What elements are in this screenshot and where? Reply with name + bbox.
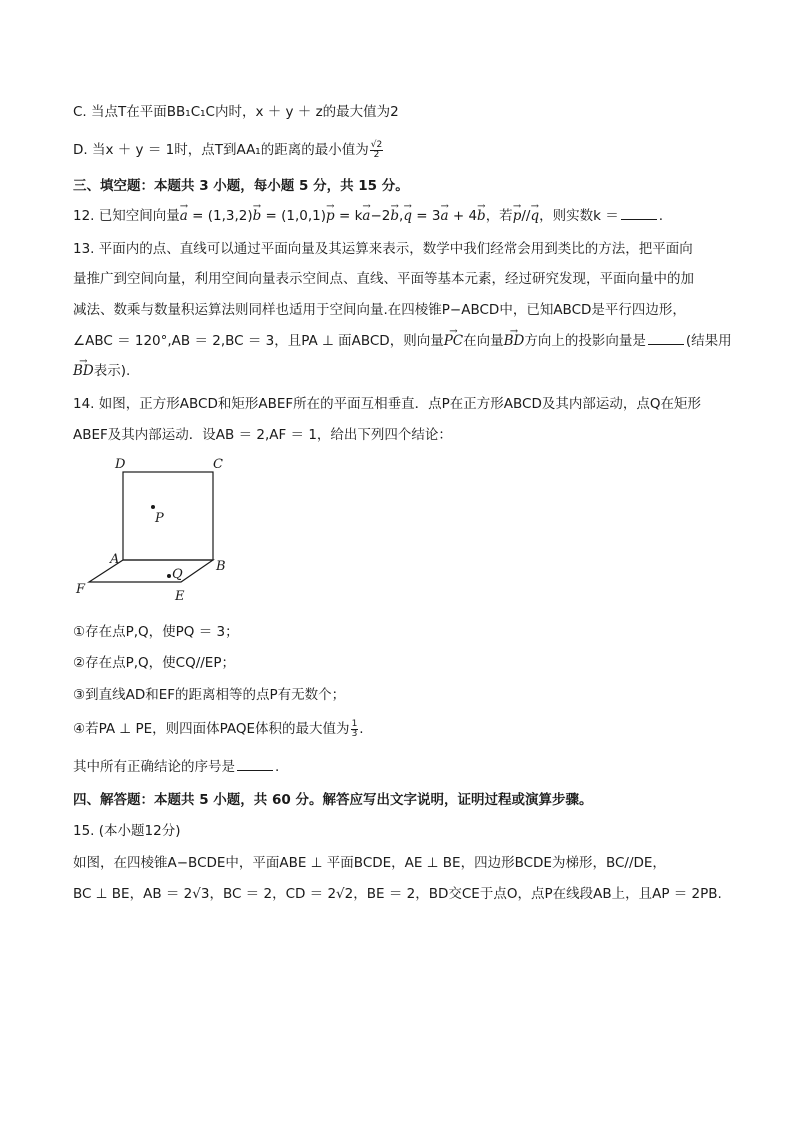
option-d [73,140,384,160]
answer-blank[interactable] [237,770,273,771]
label-a: A [110,552,120,567]
conclusion-2: ②存在点P,Q，使CQ//EP； [73,655,235,671]
question-13-line-5: → BD表示). [73,361,130,381]
option-d-text: D. 当x ＋ y ＝ 1时，点T到AA₁的距离的最小值为 [73,142,369,158]
conclusion-1: ①存在点P,Q，使PQ ＝ 3； [73,624,239,640]
section-4-heading: 四、解答题：本题共 5 小题，共 60 分。解答应写出文字说明，证明过程或演算步骤。 [73,792,593,808]
question-15-line-1: 如图，在四棱锥A−BCDE中，平面ABE ⊥ 平面BCDE，AE ⊥ BE，四边形BCDE为梯形，BC//DE， [73,855,666,871]
label-c: C [213,457,223,472]
label-f: F [76,582,86,597]
label-q: Q [172,567,183,582]
question-15-line-2: BC ⊥ BE，AB ＝ 2√3，BC ＝ 2，CD ＝ 2√2，BE ＝ 2，BD交CE于点O，点P在线段AB上，且AP ＝ 2PB. [73,886,722,902]
label-d: D [115,457,126,472]
conclusion-4: ④若PA ⊥ PE，则四面体PAQE体积的最大值为 $\frac{1}{3}$ . [73,718,364,739]
point-q [167,574,171,578]
label-b: B [216,559,226,574]
section-3-heading: 三、填空题：本题共 3 小题，每小题 5 分，共 15 分。 [73,178,409,194]
question-14-line-1: 14. 如图，正方形ABCD和矩形ABEF所在的平面互相垂直．点P在正方形ABCD及其内部运动，点Q在矩形 [73,396,701,412]
option-d-fraction: $\frac{√2}{2}$ [370,139,383,160]
point-p [151,505,155,509]
label-e: E [175,589,185,604]
question-12: 12. 已知空间向量→ a = (1,3,2)→ b = (1,0,1)→ p = k→ a−2→ b,→ q = 3→ a + 4→ b，若→ p//→ q，则实数k ＝ . [73,206,663,226]
option-c: C. 当点T在平面BB₁C₁C内时，x ＋ y ＋ z的最大值为2 [73,104,399,120]
question-13-line-1: 13. 平面内的点、直线可以通过平面向量及其运算来表示，数学中我们经常会用到类比的方法，把平面向 [73,241,693,257]
question-14-line-2: ABEF及其内部运动．设AB ＝ 2,AF ＝ 1，给出下列四个结论： [73,427,452,443]
conclusion-3: ③到直线AD和EF的距离相等的点P有无数个； [73,687,346,703]
geometry-figure [73,452,243,607]
question-13-line-2: 量推广到空间向量，利用空间向量表示空间点、直线、平面等基本元素，经过研究发现，平面向量中的加 [73,271,694,287]
label-p: P [155,511,164,526]
answer-blank[interactable] [648,344,684,345]
question-13-line-4: ∠ABC ＝ 120°,AB ＝ 2,BC ＝ 3，且PA ⊥ 面ABCD，则向量→ PC在向量→ BD方向上的投影向量是 (结果用 [73,331,732,351]
question-15-header: 15. (本小题12分) [73,823,181,839]
question-14-ending: 其中所有正确结论的序号是 . [73,759,280,775]
conclusion-4-fraction: $\frac{1}{3}$ [351,718,358,739]
question-13-line-3: 减法、数乘与数量积运算法则同样也适用于空间向量.在四棱锥P−ABCD中，已知ABCD是平行四边形， [73,302,686,318]
answer-blank[interactable] [621,219,657,220]
